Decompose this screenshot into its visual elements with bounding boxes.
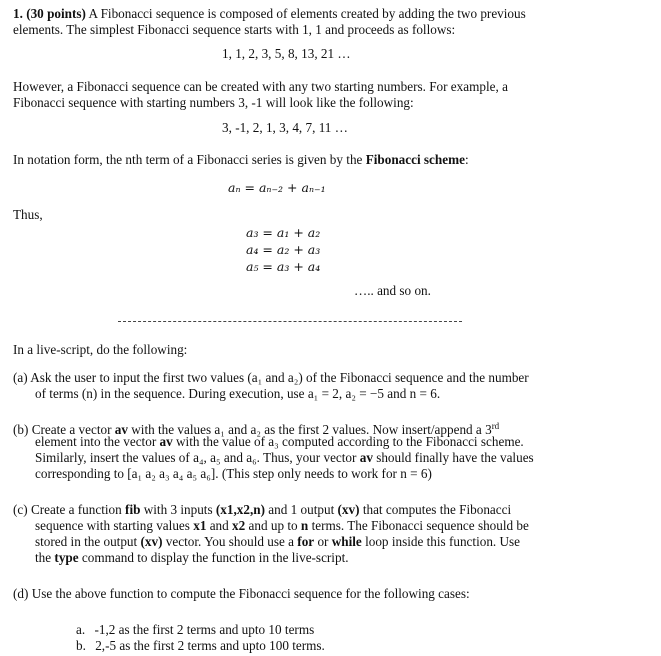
part-c-text-3a: stored in the output <box>35 534 138 549</box>
part-c-text-2b: and <box>209 518 229 533</box>
part-c-text-4b: command to display the function in the live-script. <box>81 550 349 565</box>
notation-end: : <box>464 152 469 167</box>
part-c-text-3b: vector. You should use a <box>165 534 294 549</box>
case-a-label: a. <box>76 622 86 637</box>
part-c-for: for <box>297 534 315 549</box>
part-b-line-4: corresponding to [a₁ a₂ a₃ a₄ a₅ a₆]. (This step only needs to work for n = 6) <box>35 466 432 481</box>
intro-line-1 <box>13 6 526 22</box>
intro-line-2: elements. The simplest Fibonacci sequence starts with 1, 1 and proceeds as follows: <box>13 22 456 37</box>
case-b-label: b. <box>76 638 86 653</box>
sequence-example-2: 3, -1, 2, 1, 3, 4, 7, 11 … <box>222 120 348 135</box>
part-b-text-1a: Create a vector <box>31 422 112 437</box>
question-number: 1. <box>13 6 23 21</box>
fibonacci-scheme-term: Fibonacci scheme <box>365 152 465 167</box>
part-c-fib: fib <box>125 502 141 517</box>
part-d-case-a <box>76 622 314 638</box>
part-c-line-2 <box>35 518 529 534</box>
part-a-label: (a) <box>13 370 28 385</box>
part-d-case-b <box>76 638 325 654</box>
part-b-text-2a: element into the vector <box>35 434 157 449</box>
part-b-av-2: av <box>159 434 173 449</box>
question-points: (30 points) <box>26 6 86 21</box>
part-b-text-2b: with the value of a₃ computed according to the Fibonacci scheme. <box>176 434 524 449</box>
part-c-text-2a: sequence with starting values <box>35 518 190 533</box>
part-b-line-2 <box>35 434 524 450</box>
part-c-text-3d: loop inside this function. Use <box>365 534 521 549</box>
part-d-label: (d) <box>13 586 29 601</box>
part-b-superscript: rd <box>491 421 500 431</box>
part-c-n: n <box>300 518 309 533</box>
however-line-2: Fibonacci sequence with starting numbers 3, -1 will look like the following: <box>13 95 414 110</box>
part-c-x1: x1 <box>193 518 207 533</box>
part-a-text-1: Ask the user to input the first two values (a₁ and a₂) of the Fibonacci sequence and the number <box>30 370 529 385</box>
part-b-text-1b: with the values a₁ and a₂ as the first 2 values. Now insert/append a 3 <box>131 422 492 437</box>
part-c-text-1d: that computes the Fibonacci <box>362 502 512 517</box>
part-c-text-1c: and 1 output <box>268 502 335 517</box>
part-c-text-1a: Create a function <box>30 502 122 517</box>
part-a-line-2: of terms (n) in the sequence. During execution, use a₁ = 2, a₂ = −5 and n = 6. <box>35 386 441 401</box>
part-c-while: while <box>331 534 362 549</box>
part-c-text-1b: with 3 inputs <box>143 502 213 517</box>
thus-label: Thus, <box>13 207 43 222</box>
section-divider <box>118 321 462 322</box>
part-d-text: Use the above function to compute the Fibonacci sequence for the following cases: <box>31 586 470 601</box>
part-b-text-3a: Similarly, insert the values of a₄, a₅ and a₆. Thus, your vector <box>35 450 357 465</box>
fibonacci-formula: aₙ = aₙ₋₂ + aₙ₋₁ <box>228 180 326 195</box>
intro-text-1: A Fibonacci sequence is composed of elements created by adding the two previous <box>88 6 526 21</box>
part-b-av-3: av <box>359 450 373 465</box>
part-c-text-3c: or <box>317 534 329 549</box>
live-script-intro: In a live-script, do the following: <box>13 342 188 357</box>
part-c-output: (xv) <box>337 502 360 517</box>
part-d-line-1 <box>13 586 470 602</box>
part-c-text-4a: the <box>35 550 52 565</box>
part-c-x2: x2 <box>232 518 246 533</box>
however-line-1: However, a Fibonacci sequence can be created with any two starting numbers. For example, a <box>13 79 508 94</box>
notation-text: In notation form, the nth term of a Fibonacci series is given by the <box>13 152 363 167</box>
part-b-av-1: av <box>114 422 128 437</box>
part-c-text-2c: and up to <box>248 518 298 533</box>
sequence-example-1: 1, 1, 2, 3, 5, 8, 13, 21 … <box>222 46 351 61</box>
notation-line <box>13 152 469 168</box>
part-c-line-1 <box>13 502 511 518</box>
equation-a3: a₃ = a₁ + a₂ <box>246 225 321 240</box>
part-b-line-3 <box>35 450 534 466</box>
part-c-line-4 <box>35 550 349 566</box>
part-b-text-3b: should finally have the values <box>376 450 534 465</box>
part-c-type: type <box>54 550 79 565</box>
part-c-inputs: (x1,x2,n) <box>215 502 265 517</box>
part-c-text-2d: terms. The Fibonacci sequence should be <box>311 518 529 533</box>
case-b-text: 2,-5 as the first 2 terms and upto 100 terms. <box>95 638 325 653</box>
part-c-xv: (xv) <box>140 534 163 549</box>
and-so-on: ….. and so on. <box>354 283 431 298</box>
equation-a4: a₄ = a₂ + a₃ <box>246 242 321 257</box>
part-c-line-3 <box>35 534 520 550</box>
part-c-label: (c) <box>13 502 28 517</box>
part-a-line-1 <box>13 370 529 386</box>
case-a-text: -1,2 as the first 2 terms and upto 10 terms <box>94 622 315 637</box>
part-b-label: (b) <box>13 422 29 437</box>
equation-a5: a₅ = a₃ + a₄ <box>246 259 321 274</box>
